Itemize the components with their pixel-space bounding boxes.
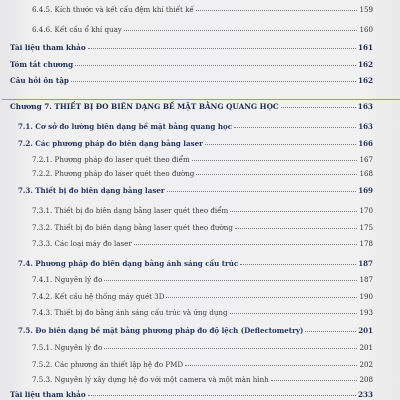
toc-entry-page: 162	[357, 76, 373, 85]
dot-leader	[71, 80, 356, 82]
dot-leader	[196, 173, 357, 175]
toc-entry-label: 7.4.3. Thiết bị đo bằng ánh sáng cấu trúc và ứng dụng	[32, 308, 228, 317]
toc-entry-page: 169	[358, 186, 373, 195]
dot-leader	[240, 263, 356, 265]
toc-entry-7-4-2[interactable]	[32, 293, 373, 300]
dot-leader	[88, 394, 356, 396]
toc-entry-7-4-3[interactable]	[32, 309, 373, 316]
toc-entry-label: 6.4.5. Kích thước và kết cấu đệm khí thiết kế	[32, 5, 194, 14]
toc-entry-page: 159	[359, 5, 373, 14]
dot-leader	[104, 347, 357, 349]
dot-leader	[205, 143, 356, 145]
toc-entry-label: 7.4.1. Nguyên lý đo	[32, 275, 103, 284]
toc-entry-7-2[interactable]	[18, 140, 373, 147]
toc-entry-page: 187	[359, 275, 373, 284]
toc-entry-page: 187	[358, 259, 373, 268]
toc-entry-7-4-1[interactable]	[32, 276, 373, 283]
toc-entry-label: 7.5. Đo biên dạng bề mặt bằng phương pháp đo độ lệch (Deflectometry)	[18, 326, 304, 335]
dot-leader	[75, 64, 356, 66]
dot-leader	[192, 159, 358, 161]
toc-entry-page: 178	[359, 239, 373, 248]
toc-entry-7-2-2[interactable]	[32, 170, 373, 177]
toc-entry-7-5[interactable]	[18, 327, 373, 334]
toc-entry-page: 193	[359, 308, 373, 317]
dot-leader	[230, 210, 357, 212]
toc-entry-page: 170	[359, 206, 373, 215]
dot-leader	[235, 227, 358, 229]
dot-leader	[88, 47, 356, 49]
toc-entry-page: 161	[357, 43, 373, 52]
toc-entry-page: 163	[358, 122, 373, 131]
toc-entry-7-4[interactable]	[18, 260, 373, 267]
dot-leader	[281, 106, 356, 108]
dot-leader	[196, 9, 358, 11]
toc-entry-label: 7.3.3. Các loại máy đo laser	[32, 239, 132, 248]
toc-entry-page: 163	[357, 102, 373, 111]
toc-entry-7-3-2[interactable]	[32, 224, 373, 231]
toc-entry-references[interactable]	[10, 44, 373, 51]
toc-entry-page: 208	[359, 375, 373, 384]
dot-leader	[134, 243, 358, 245]
toc-entry-7-5-2[interactable]	[32, 361, 373, 368]
toc-entry-7-1[interactable]	[18, 123, 373, 130]
dot-leader	[230, 312, 358, 314]
toc-entry-7-3[interactable]	[18, 187, 373, 194]
toc-entry-label: 7.3.2. Thiết bị đo biên dạng bằng laser quét theo đường	[32, 223, 233, 232]
dot-leader	[271, 379, 358, 381]
toc-entry-6-4-5[interactable]	[32, 6, 373, 13]
toc-entry-label: 7.5.3. Nguyên lý xây dựng hệ đo với một camera và một màn hình	[32, 375, 269, 384]
dot-leader	[305, 330, 356, 332]
toc-entry-page: 233	[357, 390, 373, 399]
toc-entry-label: 7.4. Phương pháp đo biên dạng bằng ánh sáng cấu trúc	[18, 259, 239, 268]
toc-entry-page: 167	[359, 155, 373, 164]
toc-entry-chapter-7[interactable]	[10, 103, 373, 110]
toc-entry-label: 7.4.2. Kết cấu hệ thống máy quét 3D	[32, 292, 165, 301]
toc-entry-7-3-3[interactable]	[32, 240, 373, 247]
toc-entry-summary[interactable]	[10, 61, 373, 68]
toc-entry-label: 7.1. Cơ sở đo lường biên dạng bề mặt bằng quang học	[18, 122, 233, 131]
dot-leader	[234, 126, 356, 128]
toc-entry-label: 7.2.2. Phương pháp đo laser quét theo đường	[32, 169, 195, 178]
dot-leader	[124, 29, 358, 31]
toc-entry-7-5-1[interactable]	[32, 344, 373, 351]
toc-entry-page: 162	[357, 60, 373, 69]
toc-entry-review-questions[interactable]	[10, 77, 373, 84]
toc-entry-6-4-6[interactable]	[32, 26, 373, 33]
dot-leader	[104, 279, 357, 281]
toc-entry-label: Chương 7. THIẾT BỊ ĐO BIÊN DẠNG BỀ MẶT BẰNG QUANG HỌC	[10, 102, 279, 111]
dot-leader	[167, 190, 357, 192]
toc-entry-page: 201	[359, 343, 373, 352]
toc-entry-page: 202	[359, 360, 373, 369]
toc-entry-label: 7.5.2. Các phương án thiết lập hệ đo PMD	[32, 360, 184, 369]
toc-entry-7-5-3[interactable]	[32, 376, 373, 383]
toc-entry-page: 168	[359, 169, 373, 178]
toc-entry-page: 190	[359, 292, 373, 301]
toc-entry-page: 160	[359, 25, 373, 34]
toc-entry-label: Tài liệu tham khảo	[10, 390, 86, 399]
chapter-separator-line	[2, 99, 400, 100]
toc-entry-7-2-1[interactable]	[32, 156, 373, 163]
toc-entry-page: 175	[359, 223, 373, 232]
dot-leader	[185, 364, 357, 366]
toc-entry-7-3-1[interactable]	[32, 207, 373, 214]
toc-entry-page: 201	[358, 326, 373, 335]
toc-entry-label: 7.3.1. Thiết bị đo biên dạng bằng laser quét theo điểm	[32, 206, 229, 215]
dot-leader	[166, 296, 357, 298]
toc-entry-label: 7.2. Các phương pháp đo biên dạng bằng laser	[18, 139, 203, 148]
toc-entry-label: Câu hỏi ôn tập	[10, 76, 69, 85]
toc-entry-label: 7.3. Thiết bị đo biên dạng bằng laser	[18, 186, 165, 195]
toc-entry-label: Tóm tắt chương	[10, 60, 74, 69]
toc-entry-references-ch7[interactable]	[10, 391, 373, 398]
toc-entry-label: Tài liệu tham khảo	[10, 43, 86, 52]
toc-entry-label: 7.5.1. Nguyên lý đo	[32, 343, 103, 352]
toc-entry-label: 6.4.6. Kết cấu ổ khí quay	[32, 25, 122, 34]
toc-entry-page: 166	[358, 139, 373, 148]
toc-entry-label: 7.2.1. Phương pháp đo laser quét theo điểm	[32, 155, 190, 164]
